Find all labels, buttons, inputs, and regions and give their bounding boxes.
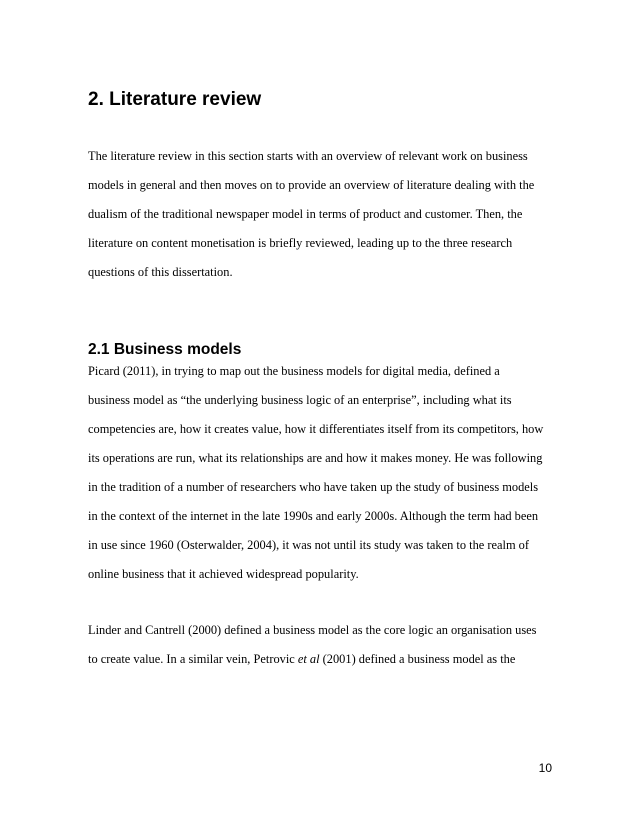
page-number: 10 [538, 761, 552, 775]
paragraph-line: its operations are run, what its relationships are and how it makes money. He was following [88, 451, 543, 465]
paragraph-line: dualism of the traditional newspaper model in terms of product and customer. Then, the [88, 207, 523, 221]
paragraph-line: Linder and Cantrell (2000) defined a business model as the core logic an organisation uses [88, 623, 537, 637]
paragraph-line: questions of this dissertation. [88, 265, 233, 279]
paragraph-line [88, 645, 558, 674]
text-run: (2001) defined a business model as the [319, 652, 516, 666]
paragraph-line: online business that it achieved widespread popularity. [88, 567, 359, 581]
paragraph-line: in the context of the internet in the late 1990s and early 2000s. Although the term had been [88, 509, 539, 523]
linder-paragraph [88, 616, 558, 674]
italic-text-run: et al [297, 652, 320, 666]
paragraph-line: in the tradition of a number of researchers who have taken up the study of business models [88, 480, 539, 494]
business-models-paragraph [88, 357, 558, 589]
intro-paragraph [88, 142, 558, 287]
paragraph-line: in use since 1960 (Osterwalder, 2004), it was not until its study was taken to the realm of [88, 538, 530, 552]
paragraph-line: literature on content monetisation is briefly reviewed, leading up to the three research [88, 236, 513, 250]
section-heading: 2. Literature review [88, 89, 262, 110]
subsection-heading: 2.1 Business models [88, 341, 242, 358]
paragraph-line: competencies are, how it creates value, how it differentiates itself from its competitors, how [88, 422, 544, 436]
paragraph-line: Picard (2011), in trying to map out the business models for digital media, defined a [88, 364, 500, 378]
paragraph-line: business model as “the underlying business logic of an enterprise”, including what its [88, 393, 512, 407]
text-run: to create value. In a similar vein, Petrovic [88, 652, 298, 666]
paragraph-line: The literature review in this section starts with an overview of relevant work on business [88, 149, 528, 163]
paragraph-line: models in general and then moves on to provide an overview of literature dealing with the [88, 178, 535, 192]
